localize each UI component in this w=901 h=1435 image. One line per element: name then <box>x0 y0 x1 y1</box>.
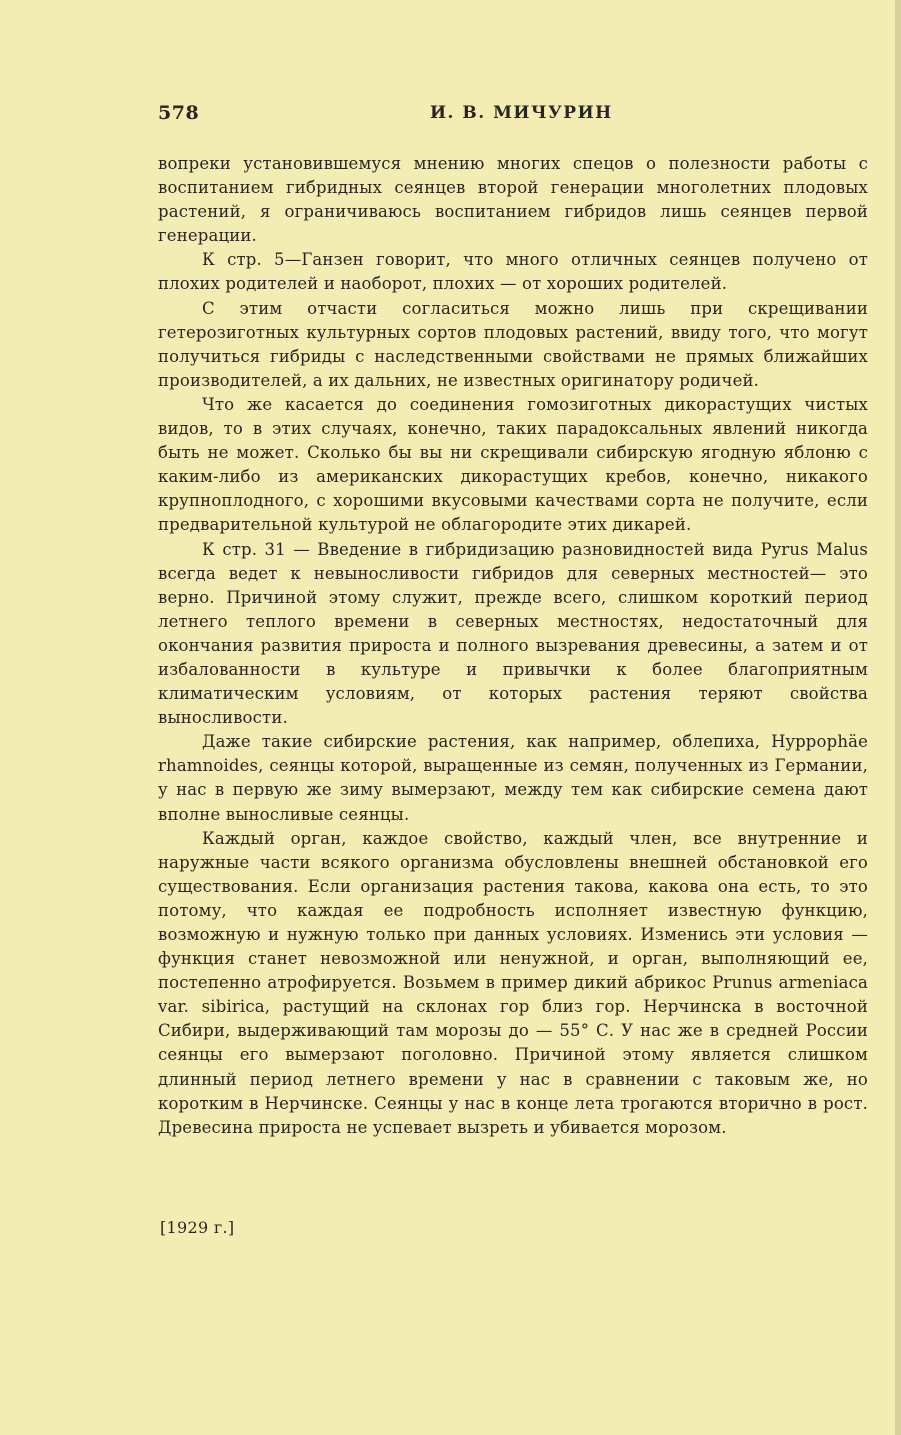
running-head: И. В. МИЧУРИН <box>430 103 613 123</box>
paragraph: Каждый орган, каждое свойство, каждый член, все внутренние и наружные части всякого организма обусловлены внешней обстановкой его существования. Если организация растения такова, какова она есть, то это потому, что каждая ее подробность исполняет известную функцию, возможную и нужную только при данных условиях. Изменись эти условия — функция станет невозможной или ненужной, и орган, выполняющий ее, постепенно атрофируется. Возьмем в пример дикий абрикос Prunus armeniaca var. sibirica, растущий на склонах гор близ гор. Нерчинска в восточной Сибири, выдерживающий там морозы до — 55° С. У нас же в средней России сеянцы его вымерзают поголовно. Причиной этому является слишком длинный период летнего времени у нас в сравнении с таковым же, но коротким в Нерчинске. Сеянцы у нас в конце лета трогаются вторично в рост. Древесина прироста не успевает вызреть и убивается морозом. <box>158 828 868 1137</box>
paragraph: С этим отчасти согласиться можно лишь при скрещивании гетерозиготных культурных сортов плодовых растений, ввиду того, что могут получиться гибриды с наследственными свойствами не прямых ближайших производителей, а их дальних, не известных оригинатору родичей. <box>158 298 868 390</box>
page-edge <box>895 0 901 1435</box>
body-text <box>158 152 868 1140</box>
page-number: 578 <box>158 102 200 124</box>
paragraph: Даже такие сибирские растения, как например, облепиха, Hyppophäe rhamnoides, сеянцы которой, выращенные из семян, полученных из Германии, у нас в первую же зиму вымерзают, между тем как сибирские семена дают вполне выносливые сеянцы. <box>158 732 868 824</box>
date-note: [1929 г.] <box>160 1218 235 1237</box>
paragraph: вопреки установившемуся мнению многих спецов о полезности работы с воспитанием гибридных сеянцев второй генерации многолетних плодовых растений, я ограничиваюсь воспитанием гибридов лишь сеянцев первой генерации. <box>158 154 868 246</box>
paragraph: К стр. 31 — Введение в гибридизацию разновидностей вида Pyrus Malus всегда ведет к невыносливости гибридов для северных местностей— это верно. Причиной этому служит, прежде всего, слишком короткий период летнего теплого времени в северных местностях, недостаточный для окончания развития прироста и полного вызревания древесины, а затем и от избалованности в культуре и привычки к более благоприятным климатическим условиям, от которых растения теряют свойства выносливости. <box>158 539 868 728</box>
paragraph: К стр. 5—Ганзен говорит, что много отличных сеянцев получено от плохих родителей и наоборот, плохих — от хороших родителей. <box>158 250 868 294</box>
paragraph: Что же касается до соединения гомозиготных дикорастущих чистых видов, то в этих случаях, конечно, таких парадоксальных явлений никогда быть не может. Сколько бы вы ни скрещивали сибирскую ягодную яблоню с каким-либо из американских дикорастущих кребов, конечно, никакого крупноплодного, с хорошими вкусовыми качествами сорта не получите, если предварительной культурой не облагородите этих дикарей. <box>158 394 868 535</box>
page-header <box>158 102 868 132</box>
